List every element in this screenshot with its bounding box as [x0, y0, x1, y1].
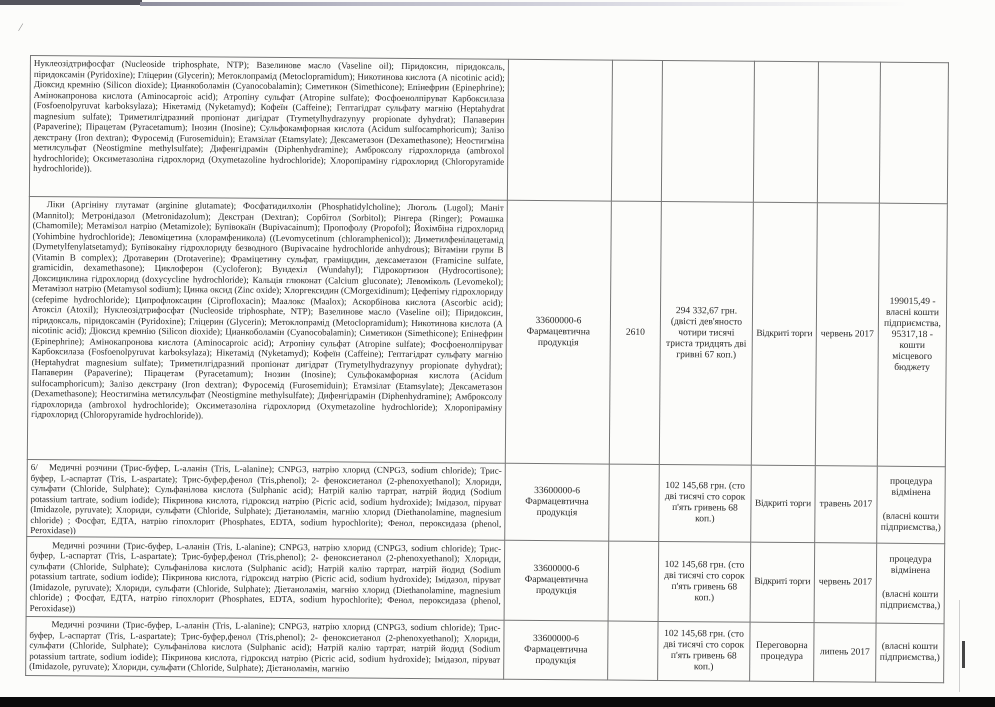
funding-cell	[877, 466, 946, 544]
description-text: 6/ Медичні розчини (Трис-буфер, L-аланін (Tris, L-alanine); CNPG3, натрію хлорид (CNPG3, sodium chloride); Трис-буфер, L-аспартат (Tris, L-aspartate); Трис-буфер,фенол (Tris,phenol); 2- феноксиетанол (2-phenoxyethanol); Хлориди, сульфати (Chloride, Sulphate); Сульфанілова кислота (Sulphanic acid); Натрій калію тартрат, натрій йодид (Sodium potassium tartrate, sodium iodide); Пікринова кислота, гідроксид натрію (Picric acid, sodium hydroxide); Імідазол, піруват (Imidazole, pyruvate); Хлориди, сульфати (Chloride, Sulphate); Діетаноламін, магнію хлорид (Diethanolamine, magnesium chloride) ; Фосфат, ЕДТА, натрію гіпохлорит (Phosphates, EDTA, sodium hypochlorite); Фенол, пероксидаза (phenol, Peroxidase))	[30, 462, 502, 536]
description-cell	[27, 459, 506, 540]
description-cell	[26, 536, 505, 620]
amount-cell: 102 145,68 грн. (сто дві тисячі сто сорок п'ять гривень 68 коп.)	[658, 541, 751, 622]
date-cell: липень 2017	[814, 623, 876, 682]
procedure-cell	[753, 61, 818, 202]
quantity-cell	[611, 60, 662, 201]
date-cell: червень 2017	[815, 203, 879, 466]
procedure-status-text: процедура відмінена	[889, 554, 932, 577]
funding-cell	[879, 62, 948, 204]
funding-cell: (власні кошти підприємства,)	[876, 623, 944, 683]
procedure-cell: Переговорна процедура	[750, 622, 814, 682]
date-cell: травень 2017	[815, 466, 878, 543]
amount-cell	[661, 60, 754, 202]
description-cell	[27, 196, 507, 463]
table-row	[27, 196, 947, 466]
amount-cell: 294 332,67 грн. (двісті дев'яносто чотири тисячі триста тридцять дві гривні 67 коп.)	[659, 201, 753, 465]
table-row	[29, 56, 948, 204]
quantity-cell	[609, 464, 660, 541]
date-cell	[817, 62, 880, 203]
description-text: Медичні розчини (Трис-буфер, L-аланін (Tris, L-alanine); CNPG3, натрію хлорид (CNPG3, sodium chloride); Трис-буфер, L-аспартат (Tris, L-aspartate); Трис-буфер,фенол (Tris,phenol); 2- феноксиетанол (2-phenoxyethanol); Хлориди, сульфати (Chloride, Sulphate); Сульфанілова кислота (Sulphanic acid); Натрій калію тартрат, натрій йодид (Sodium potassium tartrate, sodium iodide); Пікринова кислота, гідроксид натрію (Picric acid, sodium hydroxide); Імідазол, піруват (Imidazole, pyruvate); Хлориди, сульфати (Chloride, Sulphate); Дієтаноламін, магнію	[29, 619, 501, 674]
description-text: Ліки (Аргініну глутамат (arginine glutamate); Фосфатидилхолін (Phosphatidylcholine); Люголь (Lugol); Маніт (Mannitol); Метронідазол (Metronidazolum); Декстран (Dextran); Сорбітол (Sorbitol); Рінгера (Ringer); Ромашка (Chamomile); Метамізол натрію (Metamizole); Бупівокаїн (Bupivacainum); Пропофолу (Propofol); Йохімбіна гідрохлорид (Yohimbine hydrochloride); Левоміцетина (хлорамфеникола) ((Levomycetinum (chloramphenicol)); Диметилфенілацетамід (Dymetylfenylatsetamyd); Бупівокаїну гідрохлориду безводного (Bupivacaine hydrochloride anhydrous); Вітаміни групи В (Vitamin B complex); Дротаверин (Drotaverine); Фраміцетину сульфат, граміцидин, дексаметазон (Framicine sulfate, gramicidin, dexamethasone); Циклоферон (Cycloferon); Вундехіл (Wundahyl); Гідрокортизон (Hydrocortisone); Доксициклина гідрохлорид (doxycycline hydrochloride); Кальція глюконат (Calcium gluconate); Левоміколь (Levomekol); Метамізол натрію (Metamysol sodium); Цинка оксид (Zinc oxide); Хлоргексидин (CMorgexidinum); Цефепіму гідрохлориду (cefepime hydrochloride); Ципрофлоксацин (Ciprofloxacin); Маалокс (Maalox); Аскорбінова кислота (Ascorbic acid); Атоксіл (Atoxil); Нуклеозідтрифосфат (Nucleoside triphosphate, NTP); Вазелинове масло (Vaseline oil); Піридоксин, піридоксаль, піридоксамін (Pyridoxine); Гліцерин (Glycerin); Метоклопрамід (Metoclopramidum); Никотинова кислота (А nicotinic acid); Діоксид кремнію (Silicon dioxide); Цианкоболамін (Cyanocobalamin); Симетикон (Simethicone); Епінефрин (Epinephrine); Амінокапронова кислота (Aminocaproic acid); Атропіну сульфат (Atropine sulfate); Фосфоенолпіруват Карбоксилаза (Fosfoenolpyruvat karboksylaza); Нікетамід (Nyketamyd); Кофеїн (Caffeine); Гептагідрат сульфату магнію (Heptahydrat magnesium sulfate); Триметилгідразний пропіонат дигідрат (Trymetylhydrazynyy propionate dyhydrat); Папаверин (Papaverine); Пірацетам (Pyracetamum); Інозин (Inosine); Сульфокамфорная кислота (Acidum sulfocamphoricum); Залізо декстрану (Iron dextran); Фуросемід (Furosemiduin); Етамзілат (Etamsylate); Дексаметазон (Dexamethasone); Неостигміна метилсульфат (Neostigmine methylsulfate); Дифенгідрамін (Diphenhydramine); Амброксолу гідрохлорида (ambroxol hydrochloride); Оксиметазоліна гідрохлорид (Oxymetazoline hydrochloride); Хлоропіраміну гідрохлорид (Chloropyramide hydrochloride)).	[31, 199, 504, 421]
funding-cell	[876, 543, 945, 624]
funding-source-text: (власні кошти підприємства,)	[880, 511, 941, 533]
date-cell: червень 2017	[814, 543, 877, 623]
cpv-code-cell: 33600000-6 Фармацевтична продукція	[504, 620, 608, 680]
quantity-cell	[608, 541, 659, 621]
amount-cell: 102 145,68 грн. (сто дві тисячі сто сорок п'ять гривень 68 коп.)	[659, 464, 752, 542]
pencil-tick-mark: /	[17, 19, 24, 35]
procedure-cell: Відкриті торги	[751, 465, 816, 543]
funding-cell: 199015,49 - власні кошти підприємства, 95317,18 - кошти місцевого бюджету	[877, 203, 947, 467]
cpv-code-cell: 33600000-6 Фармацевтична продукція	[505, 200, 611, 464]
amount-cell: 102 145,68 грн. (сто дві тисячі сто сорок п'ять гривень 68 коп.)	[658, 621, 750, 681]
description-text: Медичні розчини (Трис-буфер, L-аланін (Tris, L-alanine); CNPG3, натрію хлорид (CNPG3, sodium chloride); Трис-буфер, L-аспартат (Tris, L-aspartate); Трис-буфер,фенол (Tris,phenol); 2- феноксиетанол (2-phenoxyethanol); Хлориди, сульфати (Chloride, Sulphate); Сульфанілова кислота (Sulphanic acid); Натрій калію тартрат, натрій йодид (Sodium potassium tartrate, sodium iodide); Пікринова кислота, гідроксид натрію (Picric acid, sodium hydroxide); Імідазол, піруват (Imidazole, pyruvate); Хлориди, сульфати (Chloride, Sulphate); Діетаноламін, магнію хлорид (Diethanolamine, magnesium chloride) ; Фосфат, ЕДТА, натрію гіпохлорит (Phosphates, EDTA, sodium hypochlorite); Фенол, пероксидаза (phenol, Peroxidase))	[29, 539, 502, 613]
scanner-edge-top-light	[140, 2, 995, 6]
cpv-code-cell: 33600000-6 Фармацевтична продукція	[504, 540, 609, 621]
page-edge-mark	[962, 641, 965, 668]
funding-source-text: (власні кошти підприємства,)	[880, 589, 941, 612]
procedure-cell: Відкриті торги	[750, 542, 815, 623]
description-cell	[26, 616, 504, 679]
scanner-edge-bottom	[0, 697, 995, 707]
description-cell	[29, 56, 508, 201]
quantity-cell	[608, 621, 658, 680]
cpv-code-cell: 33600000-6 Фармацевтична продукція	[505, 463, 610, 541]
table-row	[26, 536, 945, 623]
table-row	[27, 459, 946, 543]
description-text: Нуклеозідтрифосфат (Nucleoside triphosphate, NTP); Вазелинове масло (Vaseline oil); Піридоксин, піридоксаль, піридоксамін (Pyridoxine); Гліцерин (Glycerin); Метоклопрамід (Metoclopramidum); Никотинова кислота (А nicotinic acid); Діоксид кремнію (Silicon dioxide); Цианкоболамін (Cyanocobalamin); Симетикон (Simethicone); Епінефрин (Epinephrine); Амінокапронова кислота (Aminocaproic acid); Атропіну сульфат (Atropine sulfate); Фосфоенолпіруват Карбоксилаза (Fosfoenolpyruvat karboksylaza); Нікетамід (Nyketamyd); Кофеїн (Caffeine); Гептагідрат сульфату магнію (Heptahydrat magnesium sulfate); Триметилгідразний пропіонат дигідрат (Trymetylhydrazynyy propionate dyhydrat); Папаверин (Papaverine); Пірацетам (Pyracetamum); Інозин (Inosine); Сульфокамфорная кислота (Acidum sulfocamphoricum); Залізо декстрану (Iron dextran); Фуросемід (Furosemiduin); Етамзілат (Etamsylate); Дексаметазон (Dexamethasone); Неостигміна метилсульфат (Neostigmine methylsulfate); Дифенгідрамін (Diphenhydramine); Амброксолу гідрохлорида (ambroxol hydrochloride); Оксиметазоліна гідрохлорид (Oxymetazoline hydrochloride); Хлоропіраміну гідрохлорид (Chloropyramide hydrochloride)).	[33, 58, 505, 174]
page-edge-shadow	[959, 600, 960, 692]
procedure-cell: Відкриті торги	[751, 202, 817, 465]
cpv-code-cell	[507, 59, 612, 201]
procedure-status-text: процедура відмінена	[889, 476, 933, 498]
scanner-edge-top-dark	[0, 0, 142, 5]
quantity-cell: 2610	[609, 201, 661, 464]
procurement-table	[25, 55, 950, 683]
table-row	[26, 616, 944, 682]
